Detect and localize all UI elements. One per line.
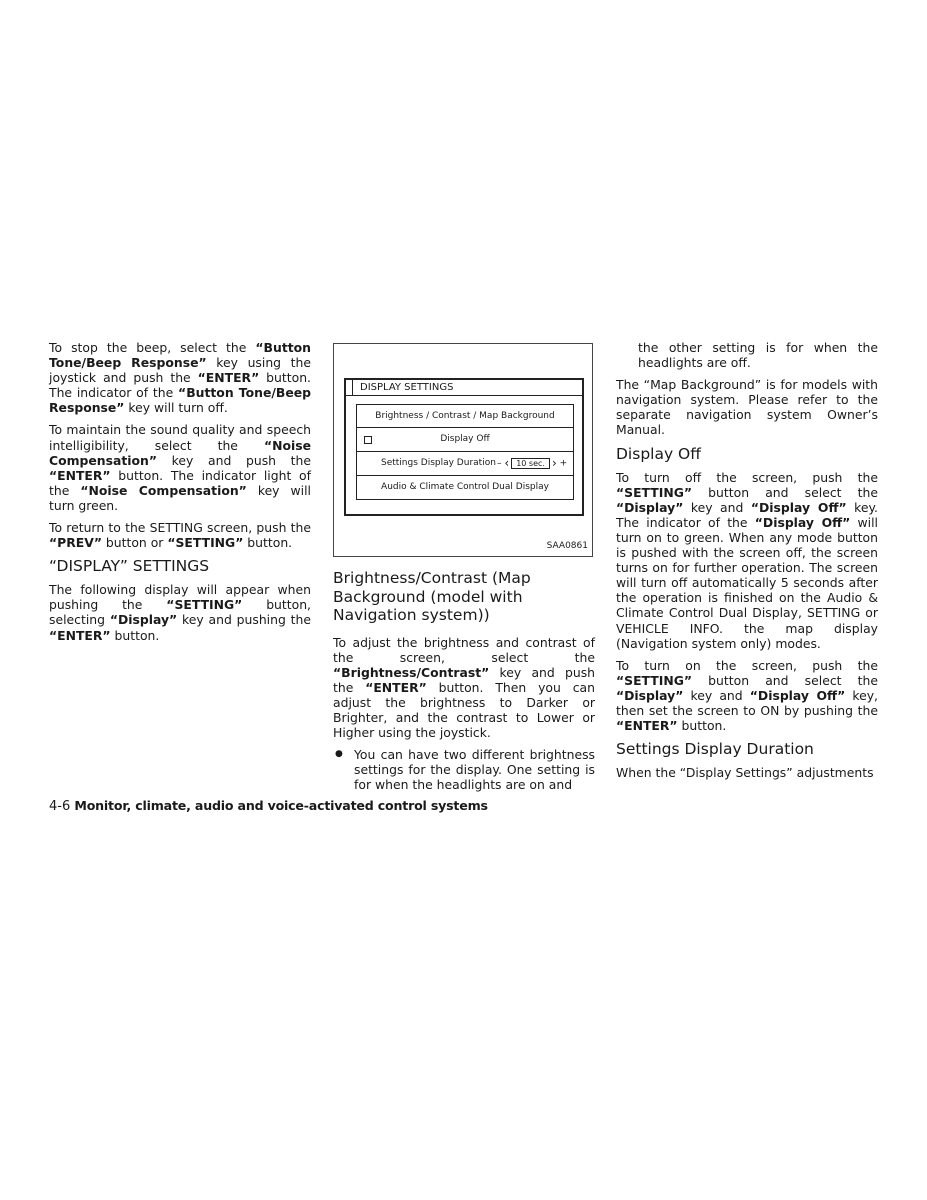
- key-name: “ENTER”: [49, 627, 111, 643]
- page-footer: [49, 797, 488, 815]
- text: button and select the: [692, 672, 878, 688]
- text: To stop the beep, select the: [49, 340, 256, 355]
- menu-item-label: Display Off: [440, 434, 490, 444]
- figure-id: SAA0861: [546, 540, 588, 551]
- key-name: “ENTER”: [49, 467, 111, 483]
- key-name: “Display Off”: [754, 514, 851, 530]
- text: key will turn green.: [49, 482, 311, 513]
- key-name: “Button Tone/Beep Response”: [49, 340, 311, 371]
- menu-item-duration: [356, 452, 574, 476]
- menu-item-label: Settings Display Duration: [381, 458, 496, 468]
- minus-label: –: [497, 458, 502, 469]
- key-name: “SETTING”: [167, 535, 244, 551]
- section-heading-display-off: Display Off: [616, 444, 701, 463]
- text: To adjust the brightness and contrast of the screen, select the: [333, 634, 595, 665]
- menu-item-display-off: [356, 428, 574, 452]
- bullet-continuation: the other setting is for when the headlights are off.: [638, 340, 878, 371]
- paragraph-map-background: The “Map Background” is for models with navigation system. Please refer to the separate navigation system Owner’s Manual.: [616, 377, 878, 438]
- key-name: “Display”: [616, 499, 684, 515]
- chevron-right-icon: ›: [551, 456, 557, 470]
- screen-title: DISPLAY SETTINGS: [346, 380, 582, 396]
- paragraph-return: [49, 520, 311, 550]
- paragraph-beep: [49, 340, 311, 415]
- key-name: “Noise Compensation”: [80, 482, 247, 498]
- text: button, selecting: [49, 597, 312, 628]
- section-heading-display-settings: “DISPLAY” SETTINGS: [49, 557, 210, 576]
- key-name: “Noise Compensation”: [49, 437, 311, 468]
- text: To return to the SETTING screen, push the: [49, 520, 311, 536]
- text: key and pushing the: [177, 612, 312, 628]
- text: key and push the: [157, 452, 311, 468]
- display-settings-figure: [333, 343, 593, 557]
- paragraph-display-off: [616, 470, 878, 651]
- text: key using the joystick and push the: [49, 355, 312, 386]
- key-name: “ENTER”: [616, 718, 678, 734]
- text: button. Then you can adjust the brightness to Darker or Brighter, and the contrast to Lower or Higher using the joystick.: [333, 679, 595, 741]
- section-heading-duration: Settings Display Duration: [616, 740, 814, 759]
- text: key and: [683, 499, 751, 515]
- text: button. The indicator of the: [49, 370, 311, 401]
- key-name: “SETTING”: [616, 672, 693, 688]
- text: key and: [683, 687, 750, 703]
- display-settings-screen: [344, 378, 584, 516]
- checkbox-icon: [364, 436, 372, 444]
- key-name: “Display”: [109, 612, 178, 628]
- text: key. The indicator of the: [616, 499, 878, 530]
- key-name: “SETTING”: [166, 597, 243, 613]
- list-item: ● You can have two different brightness settings for the display. One setting is for when the headlights are on and: [333, 747, 595, 792]
- text: button or: [101, 535, 168, 551]
- chevron-left-icon: ‹: [504, 456, 510, 470]
- text: button and select the: [692, 484, 878, 500]
- menu-item-brightness: Brightness / Contrast / Map Background: [356, 404, 574, 428]
- text: The following display will appear when pushing the: [49, 582, 311, 613]
- key-name: “Button Tone/Beep Response”: [49, 385, 311, 416]
- key-name: “ENTER”: [365, 679, 427, 695]
- text: key, then set the screen to ON by pushing the: [616, 687, 878, 718]
- page-number: 4-6: [49, 799, 71, 814]
- text: key and push the: [333, 664, 595, 695]
- section-heading-brightness: Brightness/Contrast (Map Background (model with Navigation system)): [333, 569, 531, 624]
- bullet-list: [333, 747, 595, 792]
- text: button.: [243, 535, 293, 551]
- text: button.: [110, 627, 160, 643]
- key-name: “Brightness/Contrast”: [333, 664, 490, 680]
- column-middle: [333, 343, 595, 792]
- paragraph-display: [49, 582, 311, 642]
- key-name: “ENTER”: [197, 370, 260, 386]
- text: To maintain the sound quality and speech intelligibility, select the: [49, 422, 311, 453]
- paragraph-noise: [49, 422, 311, 513]
- text: will turn on to green. When any mode button is pushed with the screen off, the screen turns on for further operation. The screen will turn off automatically 5 seconds after the operation is finished on the Audio & Climate Control Dual Display, SETTING or VEHICLE INFO. the map display (Navigation system only) modes.: [616, 514, 878, 651]
- key-name: “PREV”: [49, 535, 102, 551]
- key-name: “Display Off”: [749, 687, 846, 703]
- key-name: “SETTING”: [616, 484, 693, 500]
- settings-menu: [356, 404, 574, 500]
- duration-value: 10 sec.: [511, 458, 550, 469]
- text: key will turn off.: [124, 400, 228, 416]
- text: button.: [677, 718, 727, 734]
- key-name: “Display”: [616, 687, 684, 703]
- text: To turn off the screen, push the: [616, 469, 878, 485]
- menu-item-dual-display: Audio & Climate Control Dual Display: [356, 476, 574, 500]
- duration-controls: [497, 452, 567, 475]
- paragraph-duration: When the “Display Settings” adjustments: [616, 765, 874, 781]
- chapter-title: Monitor, climate, audio and voice-activated control systems: [74, 798, 488, 813]
- paragraph-brightness: [333, 635, 595, 741]
- column-left: [49, 340, 311, 650]
- text: To turn on the screen, push the: [616, 657, 878, 673]
- paragraph-turn-on: [616, 658, 878, 733]
- key-name: “Display Off”: [750, 499, 847, 515]
- text: button. The indicator light of the: [49, 467, 311, 498]
- plus-label: +: [559, 458, 568, 469]
- column-right: [616, 340, 878, 787]
